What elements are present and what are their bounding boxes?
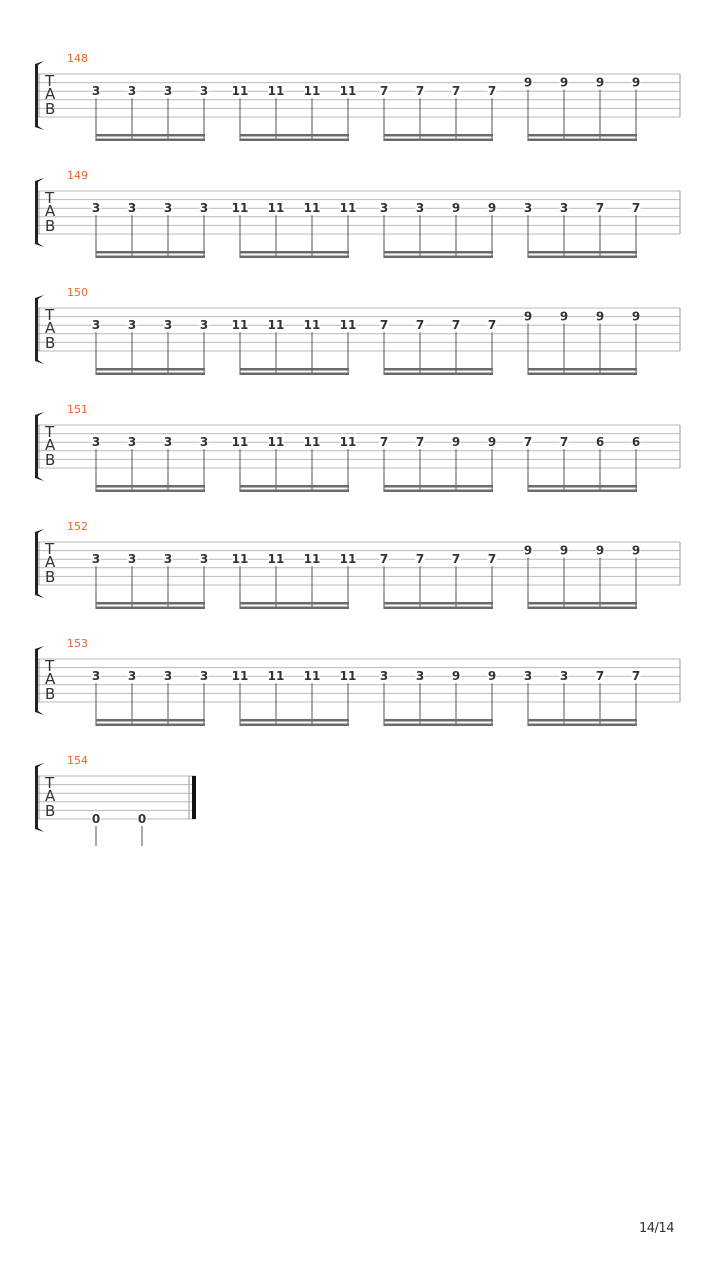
beam-primary (96, 134, 205, 137)
fret-number: 3 (199, 435, 209, 450)
fret-number: 7 (415, 318, 425, 333)
tab-system-152 (35, 520, 680, 609)
beam-secondary (96, 256, 205, 259)
fret-number: 7 (379, 84, 389, 99)
tab-clef-a: A (45, 670, 56, 688)
beam-primary (96, 719, 205, 722)
beam-secondary (528, 607, 637, 610)
beam-secondary (528, 256, 637, 259)
fret-number: 7 (631, 669, 641, 684)
measure-number: 150 (67, 286, 88, 299)
fret-number: 9 (559, 543, 569, 558)
fret-number: 3 (379, 669, 389, 684)
fret-number: 9 (595, 309, 605, 324)
fret-number: 9 (487, 201, 497, 216)
beam-secondary (240, 139, 349, 142)
beam-primary (240, 485, 349, 488)
fret-number: 3 (379, 201, 389, 216)
beam-primary (384, 602, 493, 605)
beam-secondary (528, 373, 637, 376)
measure-number: 154 (67, 754, 88, 767)
fret-number: 3 (199, 84, 209, 99)
fret-number: 3 (91, 435, 101, 450)
beam-secondary (528, 490, 637, 493)
fret-number: 3 (91, 669, 101, 684)
fret-number: 11 (231, 201, 249, 216)
fret-number: 3 (415, 669, 425, 684)
beam-primary (96, 251, 205, 254)
fret-number: 3 (91, 318, 101, 333)
beam-secondary (240, 724, 349, 727)
tab-clef-b: B (45, 568, 56, 586)
beam-secondary (384, 256, 493, 259)
tab-clef-b: B (45, 334, 56, 352)
beam-primary (384, 368, 493, 371)
fret-number: 11 (339, 84, 357, 99)
fret-number: 9 (451, 435, 461, 450)
tab-clef-b: B (45, 685, 56, 703)
fret-number: 9 (559, 75, 569, 90)
tab-clef-t: T (45, 72, 55, 90)
fret-number: 11 (303, 669, 321, 684)
fret-number: 7 (523, 435, 533, 450)
beam-primary (240, 368, 349, 371)
fret-number: 3 (415, 201, 425, 216)
tab-clef-b: B (45, 100, 56, 118)
beam-primary (96, 602, 205, 605)
tab-clef-b: B (45, 217, 56, 235)
fret-number: 11 (339, 435, 357, 450)
fret-number: 11 (231, 84, 249, 99)
tab-clef-a: A (45, 202, 56, 220)
beam-secondary (96, 724, 205, 727)
beam-secondary (384, 607, 493, 610)
fret-number: 7 (487, 84, 497, 99)
fret-number: 11 (231, 435, 249, 450)
fret-number: 9 (487, 669, 497, 684)
fret-number: 3 (559, 201, 569, 216)
beam-secondary (240, 256, 349, 259)
fret-number: 3 (163, 669, 173, 684)
fret-number: 3 (127, 552, 137, 567)
fret-number: 7 (451, 84, 461, 99)
tab-system-154 (35, 754, 196, 846)
fret-number: 7 (451, 318, 461, 333)
fret-number: 11 (231, 552, 249, 567)
fret-number: 11 (267, 318, 285, 333)
fret-number: 9 (451, 201, 461, 216)
fret-number: 11 (267, 84, 285, 99)
beam-secondary (240, 490, 349, 493)
fret-number: 3 (199, 552, 209, 567)
fret-number: 11 (267, 435, 285, 450)
fret-number: 3 (523, 669, 533, 684)
measure-number: 152 (67, 520, 88, 533)
fret-number: 7 (379, 552, 389, 567)
fret-number: 7 (379, 318, 389, 333)
fret-number: 3 (127, 84, 137, 99)
beam-primary (528, 251, 637, 254)
beam-primary (528, 368, 637, 371)
tab-clef-t: T (45, 306, 55, 324)
beam-primary (96, 485, 205, 488)
fret-number: 7 (595, 669, 605, 684)
fret-number: 11 (303, 435, 321, 450)
fret-number: 3 (163, 318, 173, 333)
fret-number: 3 (91, 201, 101, 216)
fret-number: 3 (127, 318, 137, 333)
fret-number: 11 (303, 318, 321, 333)
fret-number: 9 (631, 543, 641, 558)
fret-number: 9 (523, 75, 533, 90)
measure-number: 151 (67, 403, 88, 416)
fret-number: 3 (199, 669, 209, 684)
fret-number: 3 (127, 669, 137, 684)
tab-system-148 (35, 52, 680, 141)
fret-number: 11 (339, 669, 357, 684)
fret-number: 11 (303, 552, 321, 567)
fret-number: 7 (559, 435, 569, 450)
beam-secondary (96, 607, 205, 610)
tab-clef-t: T (45, 423, 55, 441)
measure-number: 149 (67, 169, 88, 182)
fret-number: 7 (415, 552, 425, 567)
fret-number: 3 (199, 318, 209, 333)
fret-number: 9 (595, 75, 605, 90)
fret-number: 3 (523, 201, 533, 216)
beam-secondary (96, 490, 205, 493)
fret-number: 9 (631, 309, 641, 324)
tab-clef-t: T (45, 774, 55, 792)
fret-number: 7 (487, 552, 497, 567)
beam-primary (384, 251, 493, 254)
beam-secondary (384, 373, 493, 376)
fret-number: 7 (379, 435, 389, 450)
fret-number: 7 (451, 552, 461, 567)
tab-clef-a: A (45, 85, 56, 103)
fret-number: 3 (91, 552, 101, 567)
fret-number: 11 (231, 318, 249, 333)
fret-number: 9 (523, 309, 533, 324)
fret-number: 3 (127, 435, 137, 450)
tab-clef-b: B (45, 802, 56, 820)
fret-number: 3 (91, 84, 101, 99)
measure-number: 148 (67, 52, 88, 65)
fret-number: 9 (559, 309, 569, 324)
beam-primary (528, 485, 637, 488)
fret-number: 9 (451, 669, 461, 684)
fret-number: 3 (163, 201, 173, 216)
fret-number: 6 (631, 435, 641, 450)
fret-number: 3 (163, 435, 173, 450)
page-number: 14/14 (639, 1221, 674, 1236)
tab-clef-t: T (45, 189, 55, 207)
tab-system-150 (35, 286, 680, 375)
tab-clef-t: T (45, 540, 55, 558)
fret-number: 11 (231, 669, 249, 684)
tab-system-151 (35, 403, 680, 492)
beam-secondary (384, 724, 493, 727)
fret-number: 11 (267, 669, 285, 684)
fret-number: 7 (415, 84, 425, 99)
fret-number: 7 (595, 201, 605, 216)
beam-secondary (384, 139, 493, 142)
fret-number: 7 (487, 318, 497, 333)
tab-clef-b: B (45, 451, 56, 469)
beam-secondary (96, 139, 205, 142)
fret-number: 11 (267, 552, 285, 567)
fret-number: 9 (487, 435, 497, 450)
fret-number: 11 (339, 318, 357, 333)
beam-secondary (96, 373, 205, 376)
fret-number: 3 (199, 201, 209, 216)
tab-clef-t: T (45, 657, 55, 675)
beam-primary (240, 719, 349, 722)
fret-number: 3 (163, 552, 173, 567)
beam-primary (384, 134, 493, 137)
beam-secondary (240, 373, 349, 376)
fret-number: 6 (595, 435, 605, 450)
fret-number: 9 (595, 543, 605, 558)
fret-number: 7 (415, 435, 425, 450)
tab-clef-a: A (45, 319, 56, 337)
fret-number: 9 (523, 543, 533, 558)
fret-number: 3 (163, 84, 173, 99)
fret-number: 3 (559, 669, 569, 684)
beam-primary (384, 485, 493, 488)
tab-clef-a: A (45, 787, 56, 805)
fret-number: 11 (303, 84, 321, 99)
fret-number: 11 (303, 201, 321, 216)
fret-number: 11 (339, 552, 357, 567)
fret-number: 0 (137, 812, 147, 826)
tab-system-153 (35, 637, 680, 726)
tab-system-149 (35, 169, 680, 258)
beam-primary (240, 251, 349, 254)
beam-primary (384, 719, 493, 722)
fret-number: 11 (339, 201, 357, 216)
barline-final (192, 776, 196, 819)
fret-number: 0 (91, 812, 101, 826)
beam-primary (240, 602, 349, 605)
beam-primary (96, 368, 205, 371)
tab-clef-a: A (45, 436, 56, 454)
fret-number: 9 (631, 75, 641, 90)
measure-number: 153 (67, 637, 88, 650)
fret-number: 11 (267, 201, 285, 216)
fret-number: 7 (631, 201, 641, 216)
beam-secondary (384, 490, 493, 493)
beam-secondary (528, 724, 637, 727)
beam-secondary (240, 607, 349, 610)
beam-primary (528, 719, 637, 722)
beam-primary (240, 134, 349, 137)
fret-number: 3 (127, 201, 137, 216)
tab-clef-a: A (45, 553, 56, 571)
beam-primary (528, 134, 637, 137)
beam-primary (528, 602, 637, 605)
beam-secondary (528, 139, 637, 142)
